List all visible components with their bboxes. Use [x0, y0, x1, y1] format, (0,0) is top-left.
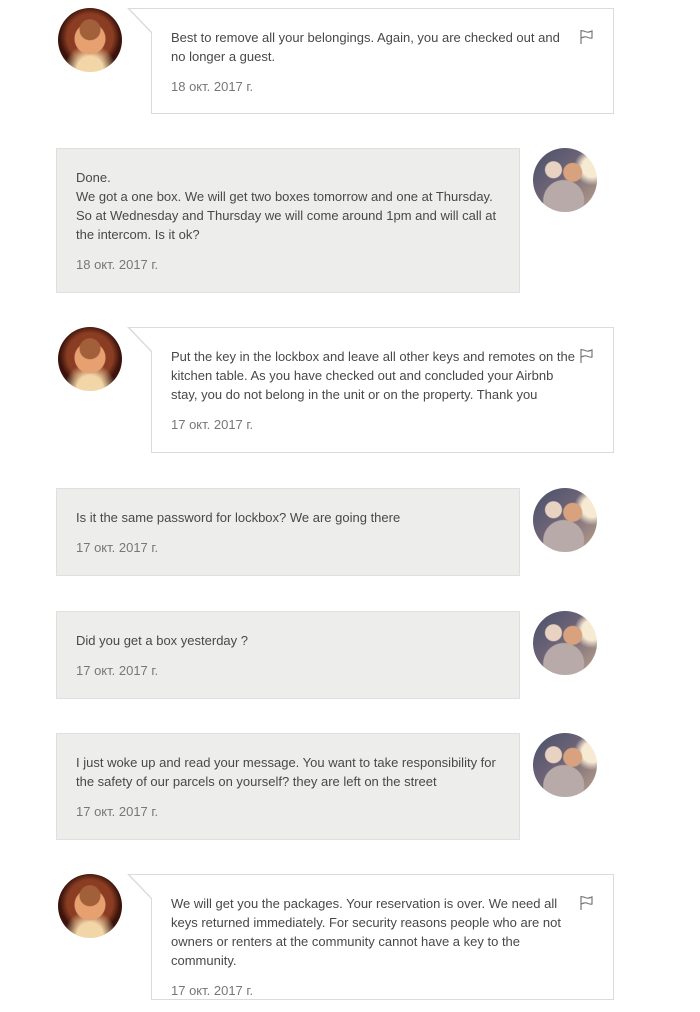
message-date: 18 окт. 2017 г.: [171, 79, 254, 94]
guest-avatar[interactable]: [533, 611, 597, 675]
flag-icon[interactable]: [579, 29, 595, 45]
message-date: 17 окт. 2017 г.: [171, 417, 254, 432]
message-date: 18 окт. 2017 г.: [76, 257, 159, 272]
message-date: 17 окт. 2017 г.: [171, 983, 254, 998]
message-text: Did you get a box yesterday ?: [76, 633, 248, 648]
guest-message-bubble: [56, 148, 520, 293]
message-date: 17 окт. 2017 г.: [76, 540, 159, 555]
message-text: Is it the same password for lockbox? We are going there: [76, 510, 401, 525]
message-date: 17 окт. 2017 г.: [76, 804, 159, 819]
host-avatar[interactable]: [58, 327, 122, 391]
guest-avatar[interactable]: [533, 148, 597, 212]
guest-message-bubble: [56, 488, 520, 576]
host-avatar[interactable]: [58, 874, 122, 938]
guest-avatar[interactable]: [533, 488, 597, 552]
message-text: Done. We got a one box. We will get two boxes tomorrow and one at Thursday. So at Wednesday and Thursday we will come around 1pm and will call at the intercom. Is it ok?: [76, 170, 497, 242]
host-message-bubble: [151, 8, 614, 114]
flag-icon[interactable]: [579, 348, 595, 364]
message-text: We will get you the packages. Your reservation is over. We need all keys returned immediately. For security reasons people who are not owners or renters at the community cannot have a key to the community.: [171, 896, 561, 968]
guest-message-bubble: [56, 733, 520, 840]
message-text: Put the key in the lockbox and leave all other keys and remotes on the kitchen table. As you have checked out and concluded your Airbnb stay, you do not belong in the unit or on the property. Thank you: [171, 349, 575, 402]
flag-icon[interactable]: [579, 895, 595, 911]
host-message-bubble: [151, 874, 614, 1000]
host-message-bubble: [151, 327, 614, 453]
guest-message-bubble: [56, 611, 520, 699]
message-text: Best to remove all your belongings. Again, you are checked out and no longer a guest.: [171, 30, 560, 64]
host-avatar[interactable]: [58, 8, 122, 72]
message-date: 17 окт. 2017 г.: [76, 663, 159, 678]
guest-avatar[interactable]: [533, 733, 597, 797]
message-text: I just woke up and read your message. You want to take responsibility for the safety of our parcels on yourself? they are left on the street: [76, 755, 496, 789]
